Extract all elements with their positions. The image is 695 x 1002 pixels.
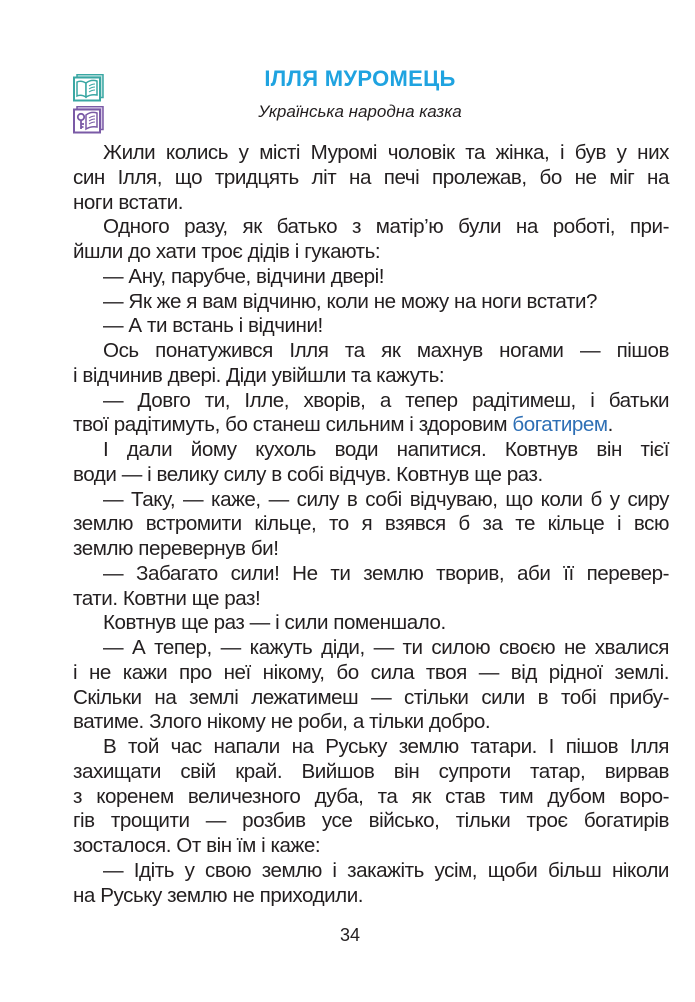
text-line <box>73 809 669 834</box>
line-text: захищати свій край. Вийшов він супроти татар, вирвав <box>73 759 669 783</box>
line-text: — Як же я вам відчиню, коли не можу на ноги встати? <box>103 289 598 313</box>
text-line <box>73 191 669 216</box>
line-text: — Ідіть у свою землю і закажіть усім, щоби більш ніколи <box>103 858 669 882</box>
text-line <box>73 488 669 513</box>
line-text: твої радітимуть, бо станеш сильним і здоровим <box>73 413 513 437</box>
page-number: 34 <box>339 925 361 945</box>
line-text: тати. Ковтни ще раз! <box>73 586 261 610</box>
key-book-icon <box>73 106 104 134</box>
line-text: І дали йому кухоль води напитися. Ковтнув він тієї <box>103 438 669 461</box>
line-text: гів трощити — розбив усе військо, тільки троє богатирів <box>73 809 669 833</box>
line-text: на Руську землю не приходили. <box>73 883 364 907</box>
text-line <box>73 611 669 636</box>
line-text: і відчинив двері. Діди увійшли та кажуть: <box>73 363 445 387</box>
line-text: землю встромити кільце, то я взявся б за те кільце і всю <box>73 512 669 536</box>
line-text: — Таку, — каже, — силу в собі відчуваю, що коли б у сиру <box>103 487 669 511</box>
text-line <box>73 463 669 488</box>
text-line <box>73 339 669 364</box>
line-text: йшли до хати троє дідів і гукають: <box>73 240 381 263</box>
text-line <box>73 735 669 760</box>
line-text: — Ану, парубче, відчини двері! <box>103 264 384 288</box>
text-line <box>73 290 669 315</box>
line-text: Скільки на землі лежатимеш — стільки сили в тобі прибу- <box>73 685 669 709</box>
reading-book-icon <box>73 74 104 102</box>
text-line <box>73 240 669 265</box>
text-line <box>73 785 669 810</box>
line-text: син Ілля, що тридцять літ на печі пролежав, бо не міг на <box>73 165 669 189</box>
text-line <box>73 834 669 859</box>
text-line <box>73 141 669 166</box>
line-text: ватиме. Злого нікому не роби, а тільки добро. <box>73 710 491 734</box>
line-text: — А тепер, — кажуть діди, — ти силою своєю не хвалися <box>103 636 669 659</box>
line-text: — А ти встань і відчини! <box>103 314 323 338</box>
text-line <box>73 587 669 612</box>
line-text: — Забагато сили! Не ти землю творив, аби її перевер- <box>103 561 669 585</box>
text-line <box>73 314 669 339</box>
text-line <box>73 215 669 240</box>
text-line <box>73 562 669 587</box>
text-line <box>73 389 669 414</box>
text-line <box>73 166 669 191</box>
line-text: землю перевернув би! <box>73 537 279 560</box>
story-body <box>73 141 669 908</box>
story-subtitle: Українська народна казка <box>258 102 462 121</box>
line-text: В той час напали на Руську землю татари. І пішов Ілля <box>103 735 669 758</box>
text-line <box>73 686 669 711</box>
line-text: води — і велику силу в собі відчув. Ковтнув ще раз. <box>73 462 543 486</box>
text-line <box>73 537 669 562</box>
text-line <box>73 512 669 537</box>
line-text: Жили колись у місті Муромі чоловік та жінка, і був у них <box>103 141 669 164</box>
line-text: — Довго ти, Ілле, хворів, а тепер радітимеш, і батьки <box>103 388 669 412</box>
line-text: Ось понатужився Ілля та як махнув ногами — пішов <box>103 339 669 362</box>
line-text: і не кажи про неї нікому, бо сила твоя — від рідної землі. <box>73 660 669 684</box>
line-text: Ковтнув ще раз — і сили поменшало. <box>103 611 446 635</box>
story-title: ІЛЛЯ МУРОМЕЦЬ <box>264 66 456 91</box>
text-line <box>73 710 669 735</box>
glossary-link[interactable]: богатирем <box>512 413 608 437</box>
section-icons <box>73 74 109 138</box>
line-text: Одного разу, як батько з матір’ю були на роботі, при- <box>103 215 669 239</box>
text-line <box>73 636 669 661</box>
text-line <box>73 364 669 389</box>
text-line <box>73 438 669 463</box>
text-line <box>73 661 669 686</box>
line-text: з коренем величезного дуба, та як став тим дубом воро- <box>73 784 669 808</box>
text-line <box>73 413 669 438</box>
text-line <box>73 884 669 909</box>
text-line <box>73 859 669 884</box>
text-line <box>73 760 669 785</box>
line-text-end: . <box>607 413 613 437</box>
line-text: зосталося. От він їм і каже: <box>73 834 321 857</box>
line-text: ноги встати. <box>73 190 184 214</box>
text-line <box>73 265 669 290</box>
